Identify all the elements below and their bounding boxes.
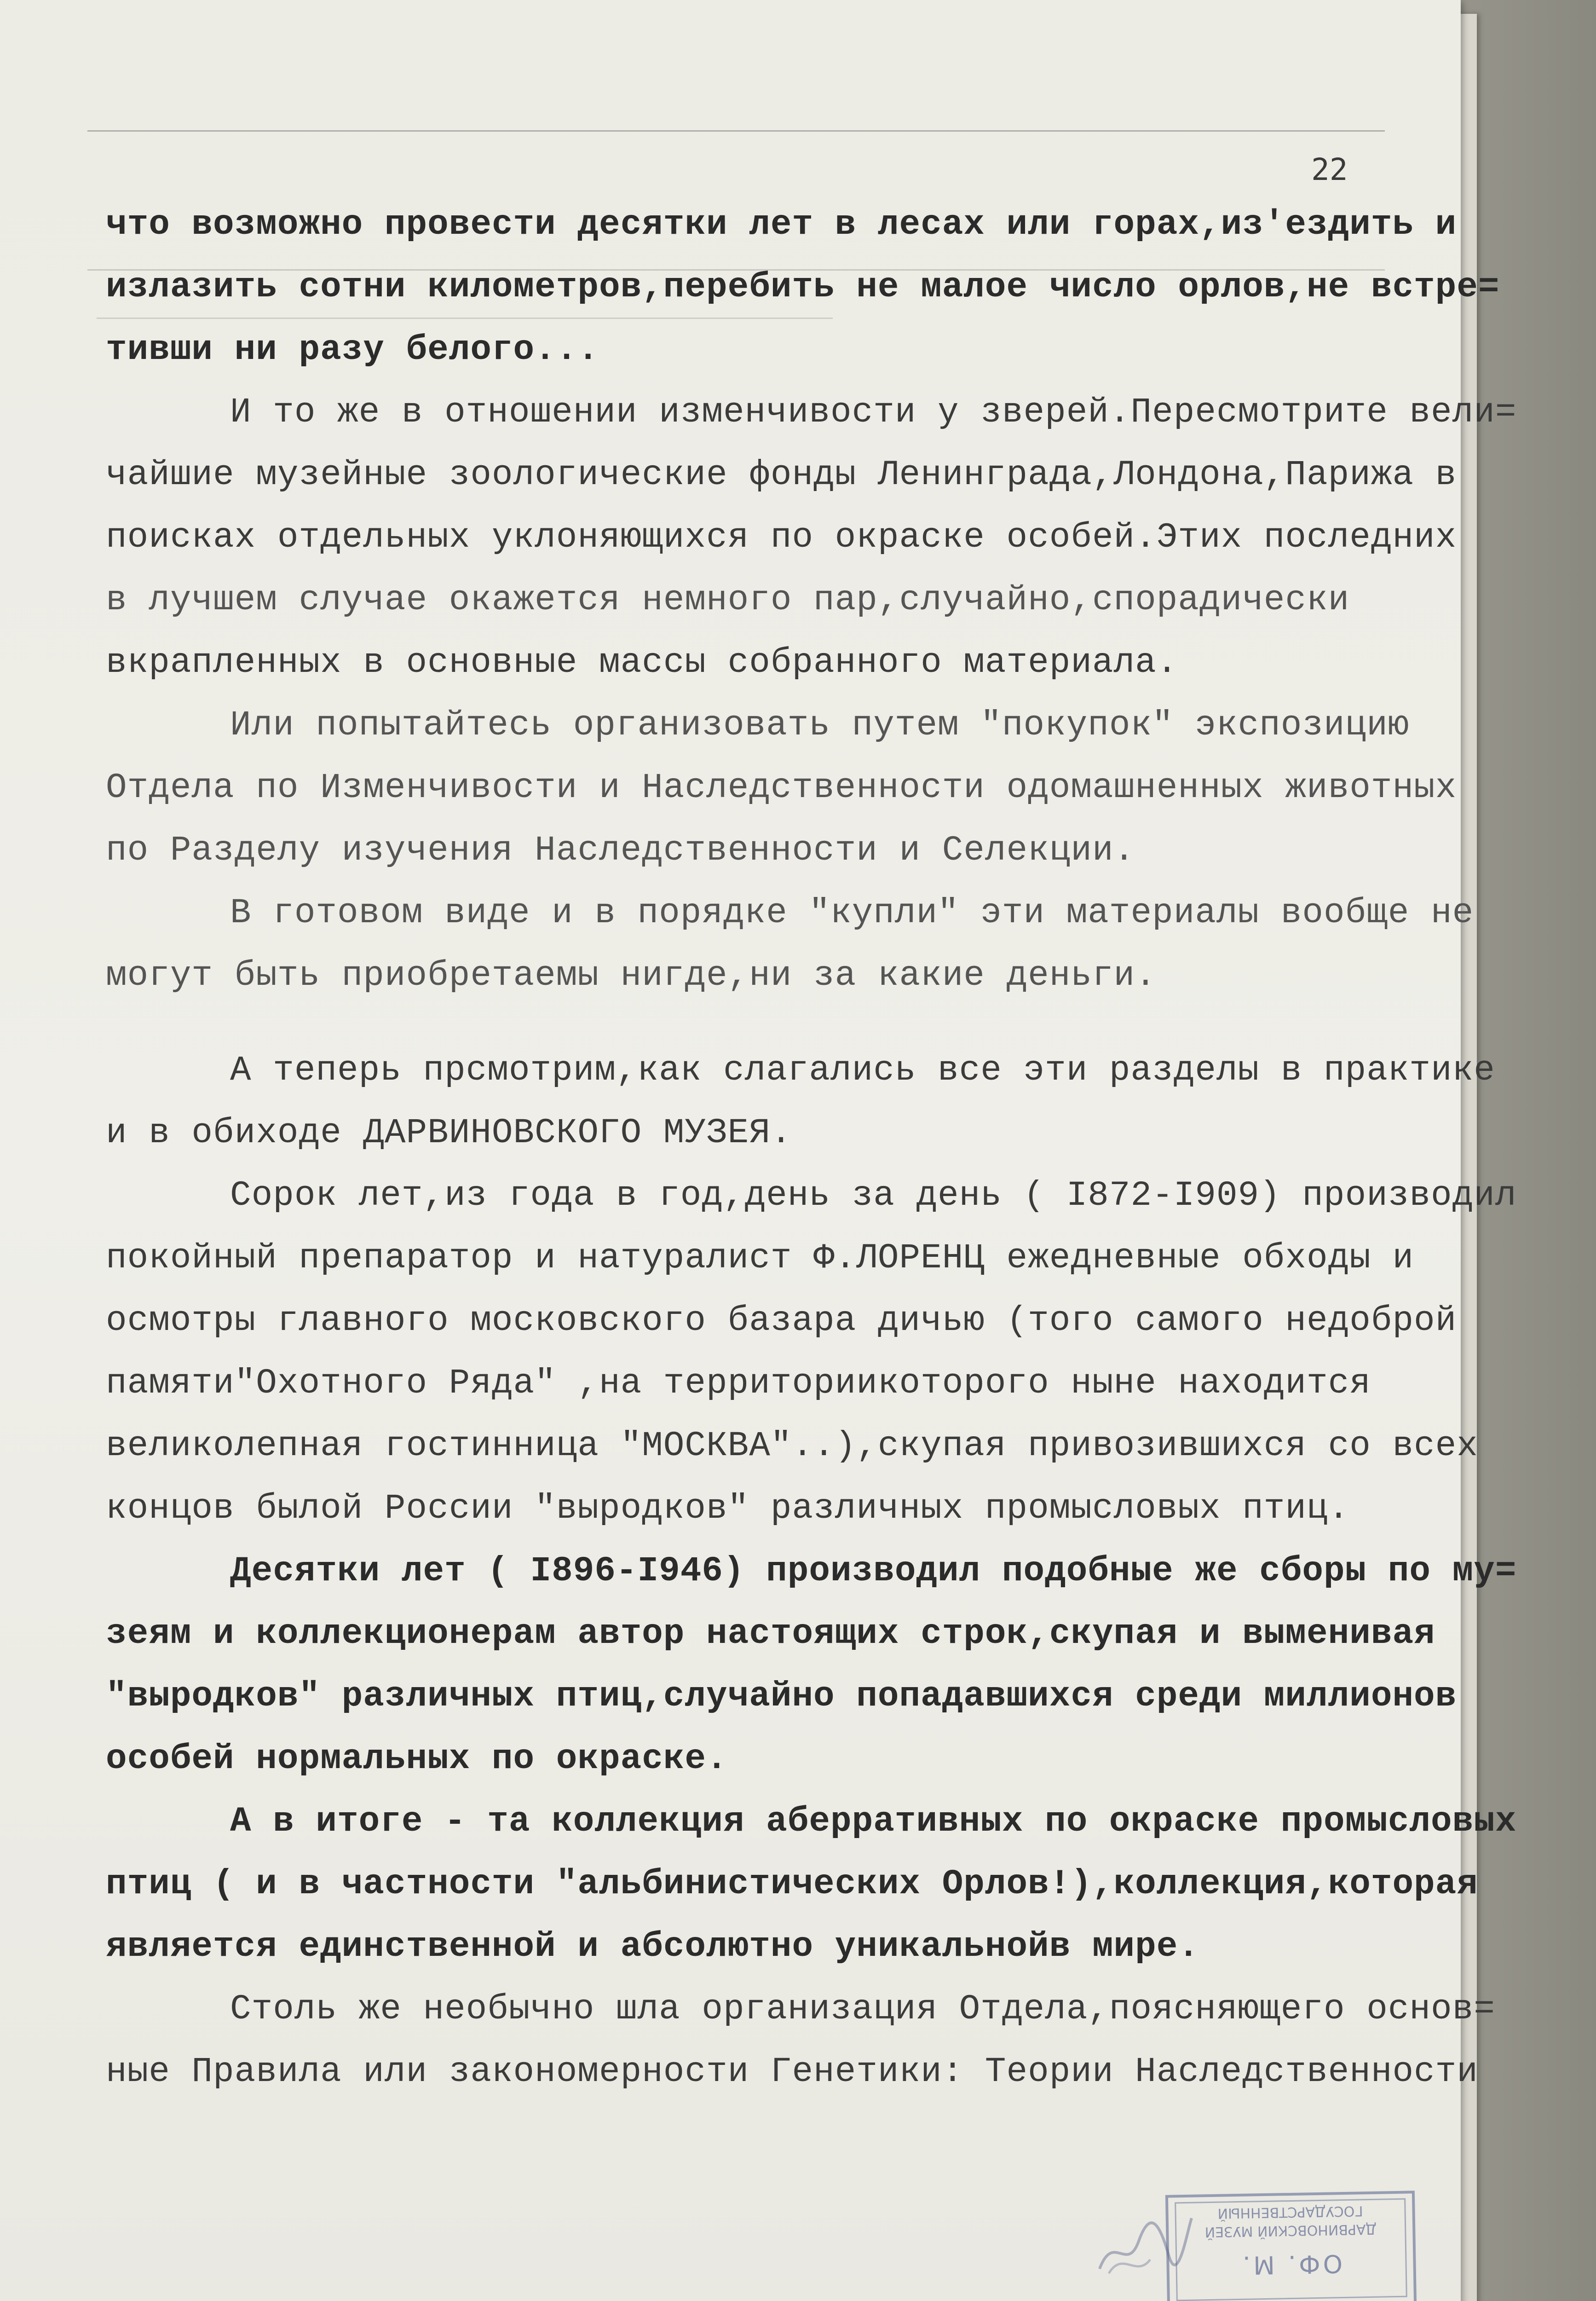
archive-stamp <box>1165 2191 1417 2301</box>
text-line: вкрапленных в основные массы собранного материала. <box>106 643 1178 682</box>
text-line: птиц ( и в частности "альбинистических Орлов!),коллекция,которая <box>106 1864 1478 1904</box>
ruled-line-top <box>87 130 1385 132</box>
stamp-text: ОФ. М. <box>1239 2249 1343 2280</box>
text-line: И то же в отношении изменчивости у зверей.Пересмотрите вели= <box>230 393 1517 432</box>
text-line: покойный препаратор и натуралист Ф.ЛОРЕНЦ ежедневные обходы и <box>106 1238 1414 1278</box>
text-line: В готовом виде и в порядке "купли" эти материалы вообще не <box>230 893 1474 933</box>
text-line: Или попытайтесь организовать путем "покупок" экспозицию <box>230 705 1410 745</box>
text-line: Десятки лет ( I896-I946) производил подобные же сборы по му= <box>230 1551 1517 1591</box>
text-line: могут быть приобретаемы нигде,ни за какие деньги. <box>106 956 1157 995</box>
text-line: Сорок лет,из года в год,день за день ( I872-I909) производил <box>230 1176 1517 1215</box>
text-line: в лучшем случае окажется немного пар,случайно,спорадически <box>106 580 1350 620</box>
text-line: тивши ни разу белого... <box>106 330 599 370</box>
page-number: 22 <box>1311 152 1348 187</box>
text-line: ные Правила или закономерности Генетики: Теории Наследственности <box>106 2052 1478 2092</box>
text-line: излазить сотни километров,перебить не малое число орлов,не встре= <box>106 267 1500 307</box>
stamp-text: ДАРВИНОВСКИЙ МУЗЕЙ <box>1204 2220 1377 2240</box>
text-line: Столь же необычно шла организация Отдела,поясняющего основ= <box>230 1989 1495 2029</box>
text-line: осмотры главного московского базара дичью (того самого недоброй <box>106 1301 1457 1341</box>
text-line: особей нормальных по окраске. <box>106 1739 728 1779</box>
text-line: по Разделу изучения Наследственности и Селекции. <box>106 831 1135 870</box>
text-line: поисках отдельных уклоняющихся по окраске особей.Этих последних <box>106 518 1457 557</box>
text-line: А в итоге - та коллекция аберративных по окраске промысловых <box>230 1802 1517 1841</box>
text-line: Отдела по Изменчивости и Наследственности одомашненных животных <box>106 768 1457 808</box>
stamp-text: ГОСУДАРСТВЕННЫЙ <box>1217 2203 1363 2221</box>
text-line: зеям и коллекционерам автор настоящих строк,скупая и выменивая <box>106 1614 1435 1653</box>
typed-body <box>106 193 1517 2103</box>
text-line: является единственной и абсолютно уникальнойв мире. <box>106 1927 1199 1966</box>
text-line: концов былой России "выродков" различных промысловых птиц. <box>106 1489 1350 1528</box>
text-line: великолепная гостинница "МОСКВА"..),скупая привозившихся со всех <box>106 1426 1478 1466</box>
text-line: и в обиходе ДАРВИНОВСКОГО МУЗЕЯ. <box>106 1113 792 1153</box>
text-line: А теперь прсмотрим,как слагались все эти разделы в практике <box>230 1051 1495 1090</box>
text-line: чайшие музейные зоологические фонды Ленинграда,Лондона,Парижа в <box>106 455 1457 495</box>
text-line: что возможно провести десятки лет в лесах или горах,из'ездить и <box>106 205 1457 244</box>
text-line: памяти"Охотного Ряда" ,на территориикоторого ныне находится <box>106 1364 1371 1403</box>
text-line: "выродков" различных птиц,случайно попадавшихся среди миллионов <box>106 1677 1457 1716</box>
